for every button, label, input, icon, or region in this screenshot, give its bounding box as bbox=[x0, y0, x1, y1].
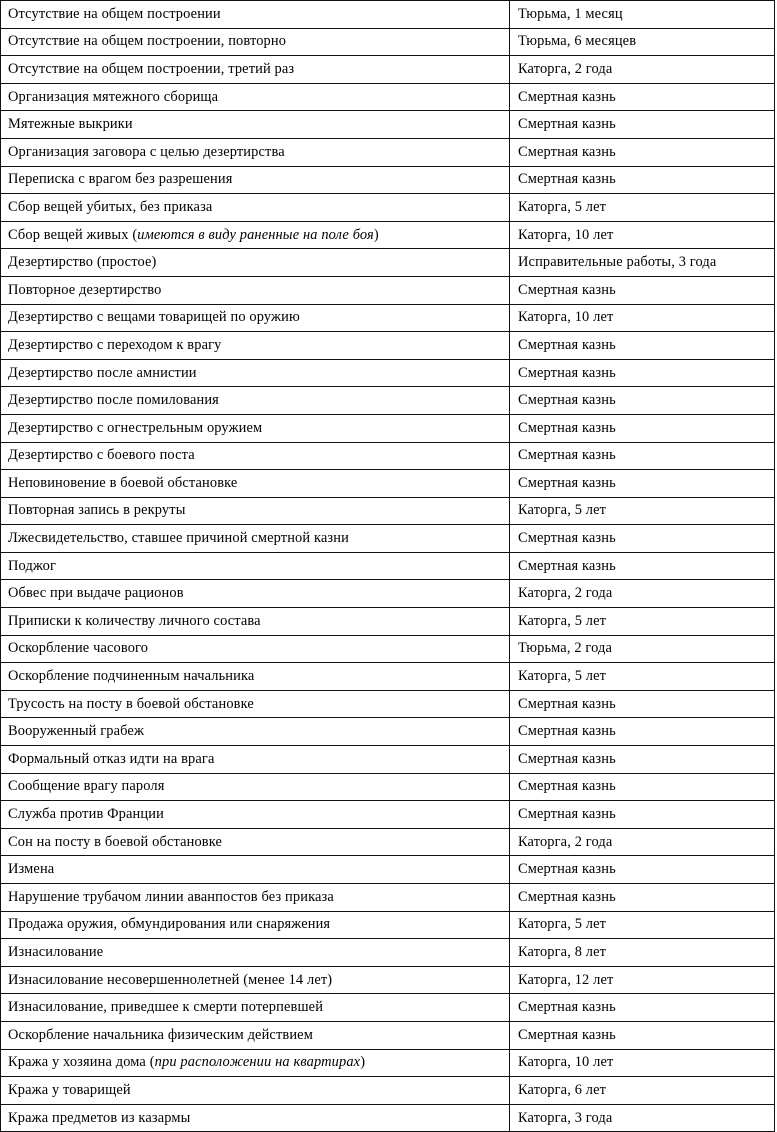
offense-label: Продажа оружия, обмундирования или снаряжения bbox=[8, 916, 331, 933]
offense-cell bbox=[1, 1049, 510, 1077]
offense-cell bbox=[1, 166, 510, 194]
table-row bbox=[1, 387, 775, 415]
table-row bbox=[1, 442, 775, 470]
penalty-cell: Каторга, 10 лет bbox=[510, 1049, 775, 1077]
offense-label: Неповиновение в боевой обстановке bbox=[8, 474, 238, 491]
penalty-cell: Каторга, 2 года bbox=[510, 56, 775, 84]
offense-label: Изнасилование, приведшее к смерти потерпевшей bbox=[8, 999, 324, 1016]
offense-cell bbox=[1, 414, 510, 442]
penalty-cell: Смертная казнь bbox=[510, 552, 775, 580]
offense-label: Изнасилование несовершеннолетней (менее 14 лет) bbox=[8, 971, 333, 988]
offense-cell bbox=[1, 497, 510, 525]
offense-label: Сообщение врагу пароля bbox=[8, 778, 165, 795]
table-row bbox=[1, 773, 775, 801]
offense-cell bbox=[1, 442, 510, 470]
offense-label: Приписки к количеству личного состава bbox=[8, 612, 261, 629]
table-row bbox=[1, 690, 775, 718]
offense-label: Формальный отказ идти на врага bbox=[8, 750, 215, 767]
offense-note-close-paren: ) bbox=[373, 226, 379, 243]
penalty-cell: Тюрьма, 2 года bbox=[510, 635, 775, 663]
offense-cell bbox=[1, 304, 510, 332]
offense-cell bbox=[1, 801, 510, 829]
penalty-cell: Смертная казнь bbox=[510, 111, 775, 139]
table-row bbox=[1, 194, 775, 222]
table-row bbox=[1, 249, 775, 277]
table-row bbox=[1, 332, 775, 360]
table-row bbox=[1, 497, 775, 525]
offense-label: Дезертирство после амнистии bbox=[8, 364, 197, 381]
table-row bbox=[1, 1, 775, 29]
offense-cell bbox=[1, 828, 510, 856]
table-row bbox=[1, 221, 775, 249]
offense-label: Трусость на посту в боевой обстановке bbox=[8, 695, 254, 712]
penalty-table-body bbox=[1, 1, 775, 1132]
offense-label: Отсутствие на общем построении bbox=[8, 5, 221, 22]
table-row bbox=[1, 56, 775, 84]
penalty-cell: Смертная казнь bbox=[510, 83, 775, 111]
table-row bbox=[1, 580, 775, 608]
offense-cell bbox=[1, 746, 510, 774]
penalty-cell: Смертная казнь bbox=[510, 994, 775, 1022]
offense-label: Мятежные выкрики bbox=[8, 116, 133, 133]
penalty-cell: Смертная казнь bbox=[510, 359, 775, 387]
offense-label: Обвес при выдаче рационов bbox=[8, 585, 184, 602]
offense-cell bbox=[1, 966, 510, 994]
offense-cell bbox=[1, 994, 510, 1022]
offense-label: Дезертирство после помилования bbox=[8, 392, 219, 409]
penalty-cell: Смертная казнь bbox=[510, 276, 775, 304]
offense-label: Оскорбление часового bbox=[8, 640, 149, 657]
offense-cell bbox=[1, 1, 510, 29]
table-row bbox=[1, 1077, 775, 1105]
offense-cell bbox=[1, 249, 510, 277]
table-row bbox=[1, 911, 775, 939]
penalty-cell: Исправительные работы, 3 года bbox=[510, 249, 775, 277]
offense-label: Кража у хозяина дома bbox=[8, 1054, 150, 1071]
penalty-cell: Смертная казнь bbox=[510, 801, 775, 829]
offense-label: Сон на посту в боевой обстановке bbox=[8, 833, 223, 850]
table-row bbox=[1, 1049, 775, 1077]
table-row bbox=[1, 28, 775, 56]
table-row bbox=[1, 304, 775, 332]
offense-label: Дезертирство с боевого поста bbox=[8, 447, 195, 464]
offense-cell bbox=[1, 690, 510, 718]
table-row bbox=[1, 801, 775, 829]
penalty-cell: Смертная казнь bbox=[510, 746, 775, 774]
offense-label: Отсутствие на общем построении, повторно bbox=[8, 33, 287, 50]
offense-cell bbox=[1, 552, 510, 580]
penalty-cell: Смертная казнь bbox=[510, 442, 775, 470]
penalty-cell: Смертная казнь bbox=[510, 1021, 775, 1049]
offense-cell bbox=[1, 1021, 510, 1049]
offense-label: Изнасилование bbox=[8, 943, 104, 960]
table-row bbox=[1, 939, 775, 967]
offense-label: Отсутствие на общем построении, третий раз bbox=[8, 60, 295, 77]
offense-label: Дезертирство с вещами товарищей по оружию bbox=[8, 309, 300, 326]
offense-cell bbox=[1, 56, 510, 84]
penalty-cell: Каторга, 5 лет bbox=[510, 497, 775, 525]
offense-label: Дезертирство (простое) bbox=[8, 254, 157, 271]
offense-cell bbox=[1, 111, 510, 139]
table-row bbox=[1, 414, 775, 442]
penalty-cell: Каторга, 3 года bbox=[510, 1104, 775, 1132]
offense-cell bbox=[1, 359, 510, 387]
offense-cell bbox=[1, 525, 510, 553]
table-row bbox=[1, 166, 775, 194]
offense-cell bbox=[1, 221, 510, 249]
table-row bbox=[1, 856, 775, 884]
offense-label: Вооруженный грабеж bbox=[8, 723, 145, 740]
table-row bbox=[1, 470, 775, 498]
penalty-cell: Смертная казнь bbox=[510, 166, 775, 194]
offense-label: Оскорбление начальника физическим действием bbox=[8, 1026, 313, 1043]
offense-cell bbox=[1, 884, 510, 912]
offense-label: Дезертирство с переходом к врагу bbox=[8, 336, 222, 353]
offense-label: Измена bbox=[8, 861, 55, 878]
offense-label: Поджог bbox=[8, 557, 57, 574]
table-row bbox=[1, 359, 775, 387]
penalty-cell: Смертная казнь bbox=[510, 856, 775, 884]
offense-cell bbox=[1, 194, 510, 222]
penalty-cell: Смертная казнь bbox=[510, 470, 775, 498]
offense-cell bbox=[1, 580, 510, 608]
penalty-cell: Каторга, 5 лет bbox=[510, 663, 775, 691]
penalty-cell: Смертная казнь bbox=[510, 138, 775, 166]
offense-note-open-paren: ( bbox=[132, 226, 138, 243]
table-row bbox=[1, 746, 775, 774]
offense-cell bbox=[1, 608, 510, 636]
table-row bbox=[1, 111, 775, 139]
offense-cell bbox=[1, 1077, 510, 1105]
table-row bbox=[1, 525, 775, 553]
penalty-cell: Каторга, 12 лет bbox=[510, 966, 775, 994]
offense-label: Повторная запись в рекруты bbox=[8, 502, 186, 519]
offense-cell bbox=[1, 856, 510, 884]
offense-label: Дезертирство с огнестрельным оружием bbox=[8, 419, 263, 436]
offense-label: Повторное дезертирство bbox=[8, 281, 162, 298]
penalty-cell: Смертная казнь bbox=[510, 773, 775, 801]
offense-label: Сбор вещей живых bbox=[8, 226, 133, 243]
offense-label: Оскорбление подчиненным начальника bbox=[8, 668, 255, 685]
table-row bbox=[1, 1021, 775, 1049]
penalty-cell: Каторга, 5 лет bbox=[510, 911, 775, 939]
offense-note: имеются в виду раненные на поле боя bbox=[137, 226, 374, 243]
offense-note: при расположении на квартирах bbox=[154, 1054, 361, 1071]
table-row bbox=[1, 718, 775, 746]
penalty-cell: Тюрьма, 1 месяц bbox=[510, 1, 775, 29]
offense-label: Кража предметов из казармы bbox=[8, 1109, 191, 1126]
penalty-cell: Каторга, 8 лет bbox=[510, 939, 775, 967]
offense-label: Кража у товарищей bbox=[8, 1081, 131, 1098]
offense-note-open-paren: ( bbox=[149, 1054, 155, 1071]
offense-label: Нарушение трубачом линии аванпостов без приказа bbox=[8, 888, 334, 905]
offense-label: Лжесвидетельство, ставшее причиной смертной казни bbox=[8, 530, 349, 547]
offense-cell bbox=[1, 276, 510, 304]
offense-cell bbox=[1, 83, 510, 111]
offense-cell bbox=[1, 28, 510, 56]
offense-cell bbox=[1, 939, 510, 967]
penalty-cell: Каторга, 10 лет bbox=[510, 304, 775, 332]
penalty-cell: Каторга, 2 года bbox=[510, 828, 775, 856]
table-row bbox=[1, 276, 775, 304]
table-row bbox=[1, 635, 775, 663]
table-row bbox=[1, 828, 775, 856]
offense-cell bbox=[1, 663, 510, 691]
offense-cell bbox=[1, 1104, 510, 1132]
penalty-cell: Каторга, 6 лет bbox=[510, 1077, 775, 1105]
offense-cell bbox=[1, 387, 510, 415]
penalty-cell: Смертная казнь bbox=[510, 387, 775, 415]
penalty-cell: Смертная казнь bbox=[510, 414, 775, 442]
offense-label: Организация заговора с целью дезертирства bbox=[8, 143, 285, 160]
table-row bbox=[1, 994, 775, 1022]
table-row bbox=[1, 884, 775, 912]
penalty-cell: Смертная казнь bbox=[510, 332, 775, 360]
offense-label: Переписка с врагом без разрешения bbox=[8, 171, 233, 188]
offense-cell bbox=[1, 635, 510, 663]
penalty-cell: Смертная казнь bbox=[510, 884, 775, 912]
offense-cell bbox=[1, 332, 510, 360]
table-row bbox=[1, 663, 775, 691]
table-row bbox=[1, 608, 775, 636]
offense-note-close-paren: ) bbox=[360, 1054, 366, 1071]
penalty-cell: Смертная казнь bbox=[510, 718, 775, 746]
offense-cell bbox=[1, 138, 510, 166]
penalty-cell: Смертная казнь bbox=[510, 525, 775, 553]
table-row bbox=[1, 966, 775, 994]
offense-label: Служба против Франции bbox=[8, 806, 164, 823]
penalty-cell: Тюрьма, 6 месяцев bbox=[510, 28, 775, 56]
table-row bbox=[1, 83, 775, 111]
table-row bbox=[1, 1104, 775, 1132]
offense-label: Сбор вещей убитых, без приказа bbox=[8, 198, 213, 215]
offense-cell bbox=[1, 718, 510, 746]
offense-cell bbox=[1, 773, 510, 801]
penalty-cell: Каторга, 5 лет bbox=[510, 194, 775, 222]
penalty-cell: Каторга, 5 лет bbox=[510, 608, 775, 636]
offense-label: Организация мятежного сборища bbox=[8, 88, 219, 105]
table-row bbox=[1, 552, 775, 580]
penalty-cell: Смертная казнь bbox=[510, 690, 775, 718]
penalty-cell: Каторга, 2 года bbox=[510, 580, 775, 608]
offense-cell bbox=[1, 470, 510, 498]
penalty-cell: Каторга, 10 лет bbox=[510, 221, 775, 249]
offense-cell bbox=[1, 911, 510, 939]
table-row bbox=[1, 138, 775, 166]
